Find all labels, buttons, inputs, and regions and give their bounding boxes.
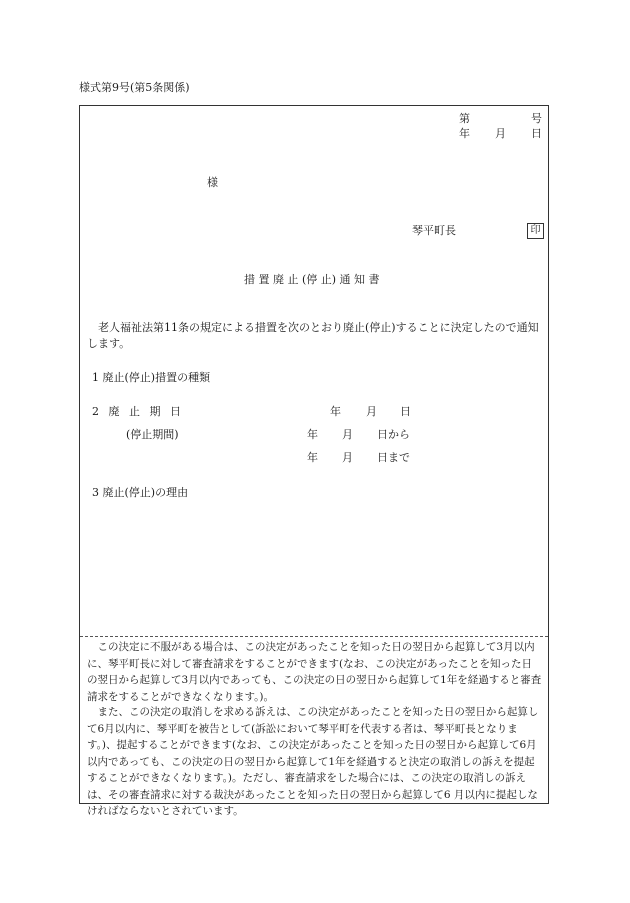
from-year: 年	[307, 428, 318, 441]
from-month: 月	[342, 428, 353, 441]
item2-label: 2 廃 止 期 日	[92, 405, 181, 418]
addressee-suffix: 様	[207, 176, 218, 189]
item2-month: 月	[366, 405, 377, 418]
intro-paragraph: 老人福祉法第11条の規定による措置を次のとおり廃止(停止)することに決定したので通知します。	[87, 321, 539, 350]
from-day: 日から	[377, 428, 410, 441]
seal-mark: 印	[527, 223, 544, 239]
notice-divider	[80, 636, 548, 637]
number-prefix: 第	[459, 112, 470, 125]
to-day: 日まで	[377, 451, 410, 464]
item1-label: 1 廃止(停止)措置の種類	[92, 371, 211, 384]
document-title: 措 置 廃 止 (停 止) 通 知 書	[244, 273, 380, 286]
form-label: 様式第9号(第5条関係)	[79, 81, 190, 94]
item3-label: 3 廃止(停止)の理由	[92, 486, 189, 499]
notice-paragraph-1: この決定に不服がある場合は、この決定があったことを知った日の翌日から起算して3月以内に、琴平町長に対して審査請求をすることができます(なお、この決定があったことを知った日の翌日から起算して3月以内であっても、この決定の日の翌日から起算して1年を経過すると審査請求をすることができなくなります。)。	[87, 641, 542, 703]
to-month: 月	[342, 451, 353, 464]
number-suffix: 号	[531, 112, 542, 125]
issuer-name: 琴平町長	[412, 224, 456, 237]
notice-paragraph-2: また、この決定の取消しを求める訴えは、この決定があったことを知った日の翌日から起算して6月以内に、琴平町を被告として(訴訟において琴平町を代表する者は、琴平町長となります。)、提起することができます(なお、この決定があったことを知った日の翌日から起算して6月以内であっても、この決定の日の翌日から起算して1年を経過すると決定の取消しの訴えを提起することができなくなります。)。ただし、審査請求をした場合には、この決定の取消しの訴えは、その審査請求に対する裁決があったことを知った日の翌日から起算して6 月以内に提起しなければならないとされています。	[87, 706, 539, 817]
date-year: 年	[459, 127, 470, 140]
period-label: (停止期間)	[126, 428, 179, 441]
item2-year: 年	[330, 405, 341, 418]
date-day: 日	[531, 127, 542, 140]
date-month: 月	[495, 127, 506, 140]
item2-day: 日	[400, 405, 411, 418]
to-year: 年	[307, 451, 318, 464]
